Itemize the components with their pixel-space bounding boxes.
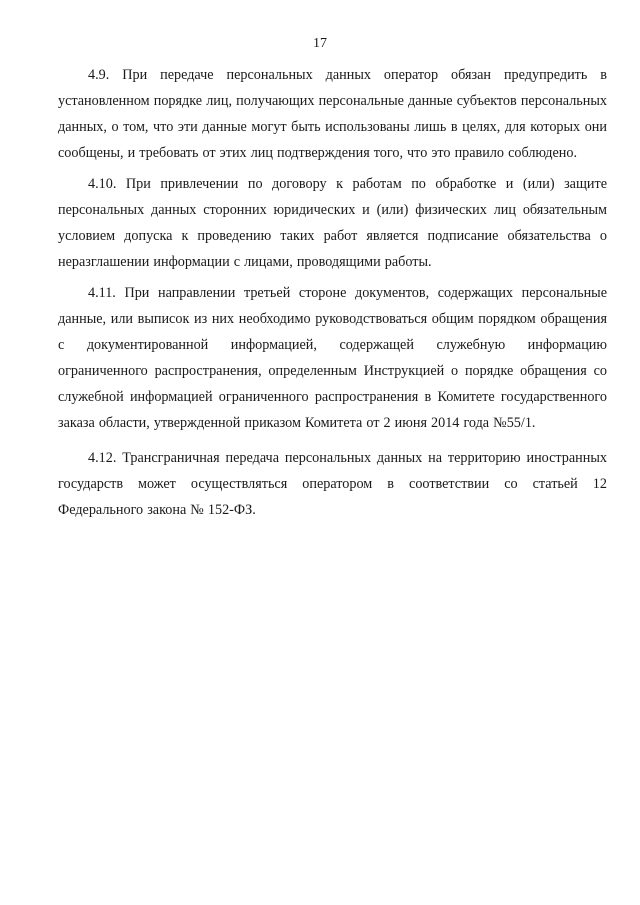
paragraph-4-9: 4.9. При передаче персональных данных оператор обязан предупредить в установленном порядке лиц, получающих персональные данные субъектов персональных данных, о том, что эти данные могут быть использованы лишь в целях, для которых они сообщены, и требовать от этих лиц подтверждения того, что это правило соблюдено. <box>58 67 607 161</box>
page-number: 17 <box>313 36 327 51</box>
document-body <box>58 62 607 528</box>
paragraph-4-10: 4.10. При привлечении по договору к работам по обработке и (или) защите персональных данных сторонних юридических и (или) физических лиц обязательным условием допуска к проведению таких работ является подписание обязательства о неразглашении информации с лицами, проводящими работы. <box>58 176 607 270</box>
paragraph-4-11: 4.11. При направлении третьей стороне документов, содержащих персональные данные, или выписок из них необходимо руководствоваться общим порядком обращения с документированной информацией, содержащей служебную информацию ограниченного распространения, определенным Инструкцией о порядке обращения со служебной информацией ограниченного распространения в Комитете государственного заказа области, утвержденной приказом Комитета от 2 июня 2014 года №55/1. <box>58 285 607 431</box>
paragraph-4-12: 4.12. Трансграничная передача персональных данных на территорию иностранных государств может осуществляться оператором в соответствии со статьей 12 Федерального закона № 152-ФЗ. <box>58 450 607 518</box>
